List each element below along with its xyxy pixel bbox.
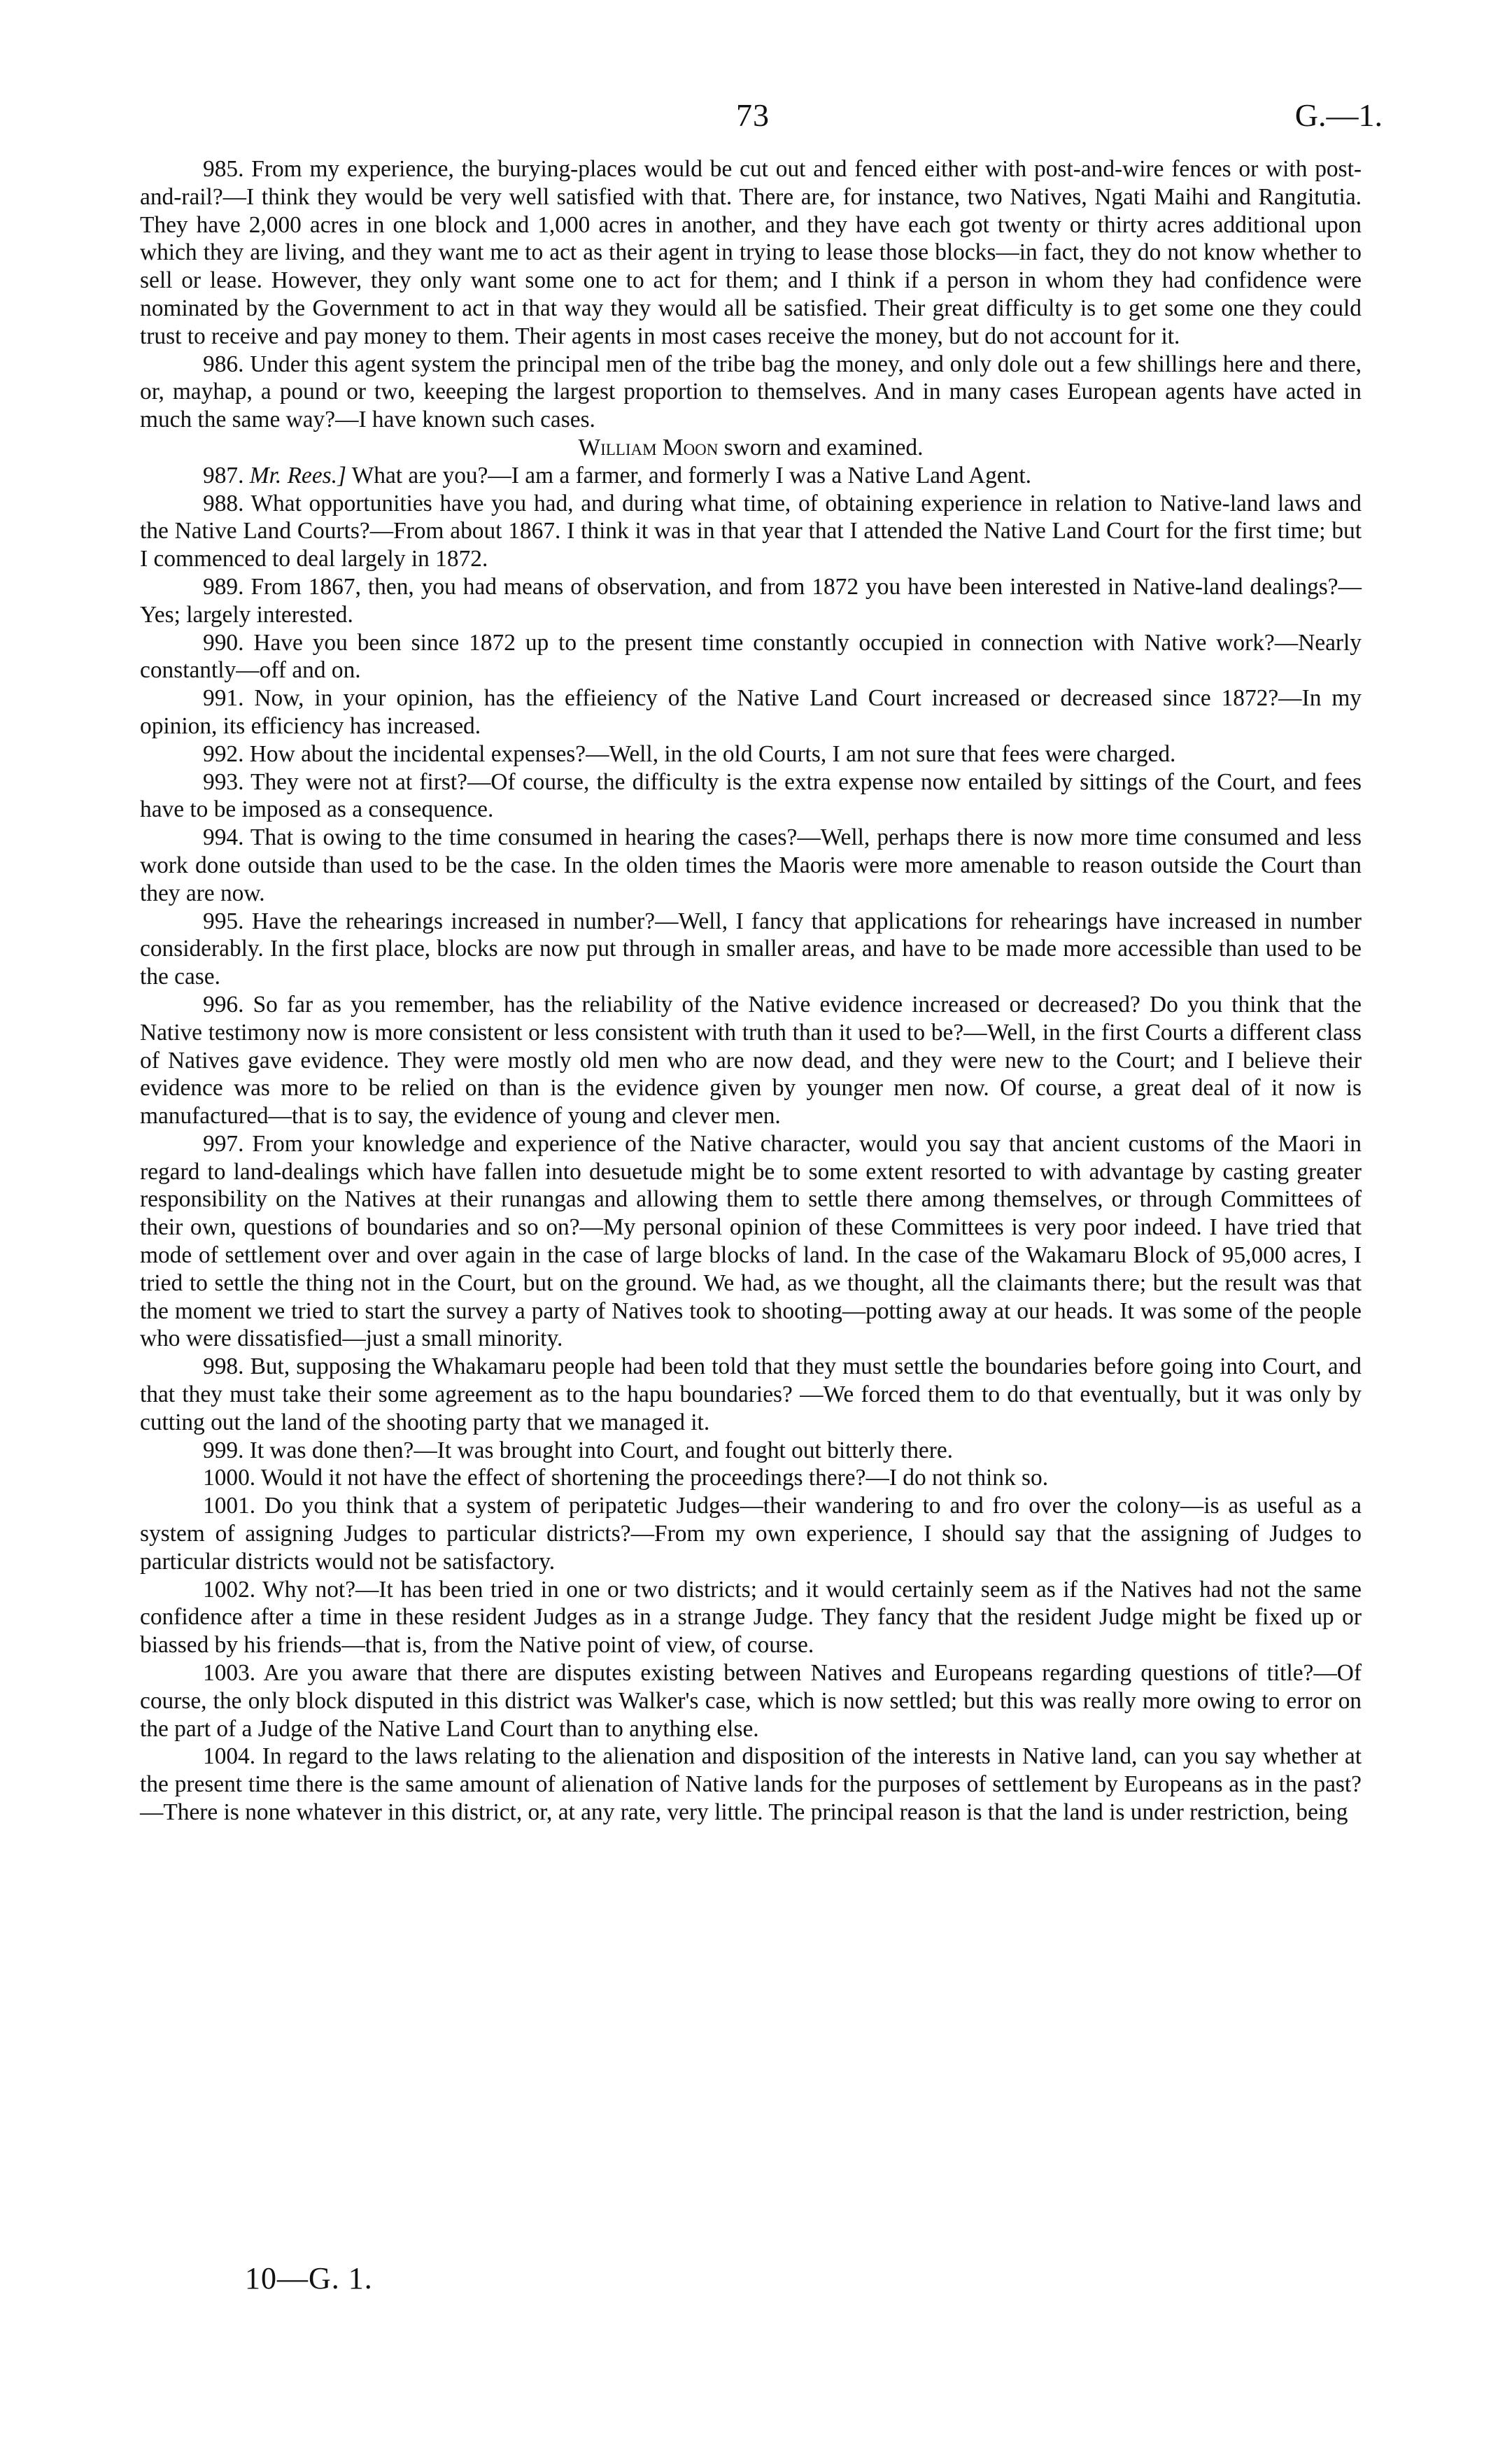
question-number: 995. (203, 908, 244, 934)
paragraph-text: Now, in your opinion, has the effieiency of the Native Land Court increased or decreased since 1872?—In my opinion, its efficiency has increased. (140, 685, 1362, 739)
paragraph-text: Would it not have the effect of shortening the proceedings there?—I do not think so. (260, 1465, 1049, 1491)
paragraph-text: They were not at first?—Of course, the difficulty is the extra expense now entailed by sittings of the Court, and fees have to be imposed as a consequence. (140, 768, 1362, 823)
question-number: 1001. (203, 1493, 256, 1519)
printer-signature: 10—G. 1. (245, 2261, 373, 2295)
paragraph-991 (140, 684, 1362, 740)
paragraph-text: But, supposing the Whakamaru people had been told that they must settle the boundaries before going into Court, and that they must take their some agreement as to the hapu boundaries? —We forced them to do that eventually, but it was only by cutting out the land of the shooting party that we managed it. (140, 1353, 1362, 1435)
paragraph-1000 (140, 1464, 1362, 1492)
question-number: 997. (203, 1130, 244, 1157)
paragraph-text: Have the rehearings increased in number?—Well, I fancy that applications for rehearings have increased in number considerably. In the first place, blocks are now put through in smaller areas, and have to be made more accessible than used to be the case. (140, 908, 1362, 990)
question-number: 1000. (203, 1465, 256, 1491)
paragraph-text: Are you aware that there are disputes existing between Natives and Europeans regarding questions of title?—Of course, the only block disputed in this district was Walker's case, which is now settled; but this was really more owing to error on the part of a Judge of the Native Land Court than to anything else. (140, 1660, 1362, 1742)
paragraph-text: Under this agent system the principal men of the tribe bag the money, and only dole out a few shillings here and there, or, mayhap, a pound or two, keeeping the largest proportion to themselves. And in many cases European agents have acted in much the same way?—I have known such cases. (140, 351, 1362, 433)
paragraph-994 (140, 824, 1362, 907)
paragraph-text: In regard to the laws relating to the alienation and disposition of the interests in Native land, can you say whether at the present time there is the same amount of alienation of Native lands for the purposes of settlement by Europeans as in the past?—There is none whatever in this district, or, at any rate, very little. The principal reason is that the land is under restriction, being (140, 1743, 1362, 1826)
paragraph-text: What are you?—I am a farmer, and formerly I was a Native Land Agent. (346, 462, 1031, 488)
question-number: 994. (203, 824, 244, 851)
paragraph-990 (140, 629, 1362, 685)
question-number: 999. (203, 1437, 244, 1463)
paragraph-text: That is owing to the time consumed in hearing the cases?—Well, perhaps there is now more time consumed and less work done outside than used to be the case. In the olden times the Maoris were more amenable to reason outside the Court than they are now. (140, 824, 1362, 906)
paragraph-1002 (140, 1576, 1362, 1659)
paragraph-996 (140, 991, 1362, 1130)
paragraph-992 (140, 740, 1362, 768)
paragraph-text: From 1867, then, you had means of observation, and from 1872 you have been interested in Native-land dealings?—Yes; largely interested. (140, 573, 1362, 628)
paragraph-998 (140, 1353, 1362, 1436)
paragraph-1001 (140, 1492, 1362, 1575)
question-number: 987. (203, 462, 244, 488)
paragraph-text: It was done then?—It was brought into Court, and fought out bitterly there. (249, 1437, 954, 1463)
paragraph-text: So far as you remember, has the reliability of the Native evidence increased or decreased? Do you think that the Native testimony now is more consistent or less consistent with truth than it used to be?—Well, in the first Courts a different class of Natives gave evidence. They were mostly old men who are now dead, and they were new to the Court; and I believe their evidence was more to be relied on than is the evidence given by younger men now. Of course, a great deal of it now is manufactured—that is to say, the evidence of young and clever men. (140, 991, 1362, 1130)
paragraph-993 (140, 768, 1362, 824)
question-number: 993. (203, 768, 244, 795)
question-number: 991. (203, 685, 244, 712)
question-number: 990. (203, 629, 244, 656)
paragraph-text: What opportunities have you had, and during what time, of obtaining experience in relation to Native-land laws and the Native Land Courts?—From about 1867. I think it was in that year that I attended the Native Land Court for the first time; but I commenced to deal largely in 1872. (140, 490, 1362, 572)
paragraph-997 (140, 1130, 1362, 1353)
paragraph-text: Why not?—It has been tried in one or two districts; and it would certainly seem as if the Natives had not the same confidence after a time in these resident Judges as in a strange Judge. They fancy that the resident Judge might be fixed up or biassed by his friends—that is, from the Native point of view, of course. (140, 1576, 1362, 1659)
paragraph-986 (140, 351, 1362, 434)
speaker-name: Mr. Rees.] (249, 462, 346, 488)
question-number: 989. (203, 573, 244, 600)
question-number: 988. (203, 490, 244, 516)
paragraph-1004 (140, 1743, 1362, 1826)
paragraph-987 (140, 462, 1362, 490)
paragraph-1003 (140, 1659, 1362, 1743)
paragraph-995 (140, 908, 1362, 991)
paragraph-text: From my experience, the burying-places would be cut out and fenced either with post-and-wire fences or with post-and-rail?—I think they would be very well satisfied with that. There are, for instance, two Natives, Ngati Maihi and Rangitutia. They have 2,000 acres in one block and 1,000 acres in another, and they have each got twenty or thirty acres additional upon which they are living, and they want me to act as their agent in trying to lease those blocks—in fact, they do not know whether to sell or lease. However, they only want some one to act for them; and I think if a person in whom they had confidence were nominated by the Government to act in that way they would all be satisfied. Their great difficulty is to get some one they could trust to receive and pay money to them. Their agents in most cases receive the money, but do not account for it. (140, 156, 1362, 349)
question-number: 1004. (203, 1743, 256, 1770)
paragraph-text: Do you think that a system of peripatetic Judges—their wandering to and fro over the colony—is as useful as a system of assigning Judges to particular districts?—From my own experience, I should say that the assigning of Judges to particular districts would not be satisfactory. (140, 1493, 1362, 1575)
paragraph-text: From your knowledge and experience of the Native character, would you say that ancient customs of the Maori in regard to land-dealings which have fallen into desuetude might be to some extent resorted to with advantage by casting greater responsibility on the Natives at their runangas and allowing them to settle there among themselves, or through Committees of their own, questions of boundaries and so on?—My personal opinion of these Committees is very poor indeed. I have tried that mode of settlement over and over again in the case of large blocks of land. In the case of the Wakamaru Block of 95,000 acres, I tried to settle the thing not in the Court, but on the ground. We had, as we thought, all the claimants there; but the result was that the moment we tried to start the survey a party of Natives took to shooting—potting away at our heads. It was some of the people who were dissatisfied—just a small minority. (140, 1130, 1362, 1352)
witness-note: sworn and examined. (718, 434, 924, 460)
question-number: 1003. (203, 1660, 256, 1687)
question-number: 1002. (203, 1576, 256, 1603)
paragraph-text: Have you been since 1872 up to the present time constantly occupied in connection with Native work?—Nearly constantly—off and on. (140, 629, 1362, 684)
question-number: 986. (203, 351, 244, 377)
paragraph-985 (140, 155, 1362, 351)
question-number: 985. (203, 156, 244, 182)
paragraph-988 (140, 490, 1362, 573)
question-number: 998. (203, 1353, 244, 1380)
paragraph-text: How about the incidental expenses?—Well, in the old Courts, I am not sure that fees were charged. (249, 740, 1176, 767)
question-number: 992. (203, 740, 244, 767)
body-text (140, 155, 1362, 1827)
paragraph-999 (140, 1437, 1362, 1465)
document-reference: G.—1. (1294, 97, 1383, 133)
paragraph-989 (140, 573, 1362, 629)
witness-heading (140, 434, 1362, 462)
question-number: 996. (203, 991, 244, 1018)
page-number: 73 (736, 97, 770, 133)
witness-name: William Moon (578, 434, 719, 460)
